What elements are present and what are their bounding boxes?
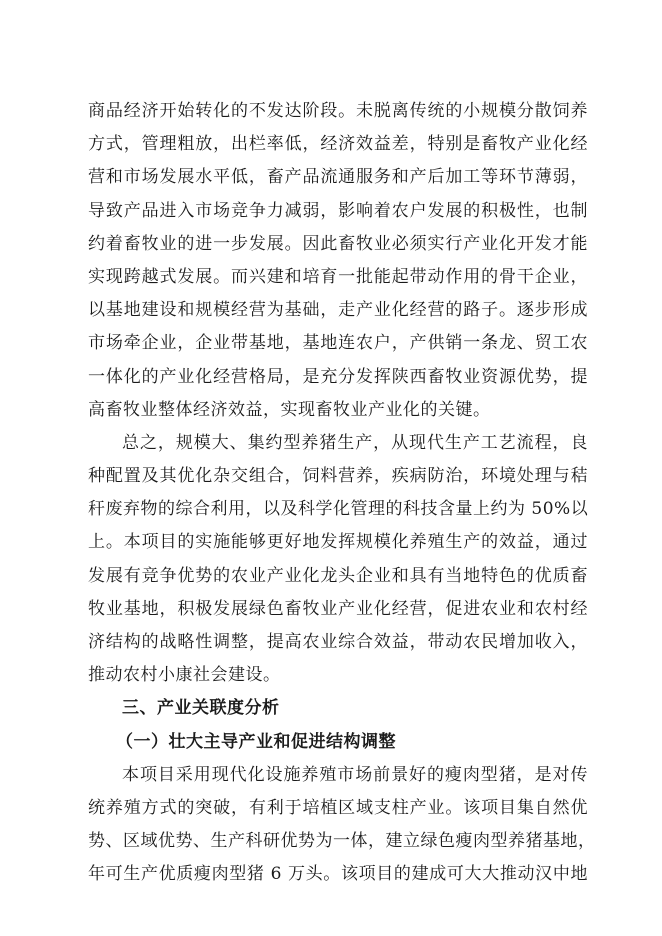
paragraph-3 xyxy=(88,759,596,892)
text-line: 统养殖方式的突破，有利于培植区域支柱产业。该项目集自然优 xyxy=(88,797,588,818)
text-line: 一体化的产业化经营格局，是充分发挥陕西畜牧业资源优势，提 xyxy=(88,366,588,387)
text-line: 导致产品进入市场竞争力减弱，影响着农户发展的积极性，也制 xyxy=(88,200,588,221)
text-line: 营和市场发展水平低，畜产品流通服务和产后加工等环节薄弱， xyxy=(88,167,588,188)
text-line: 种配置及其优化杂交组合，饲料营养，疾病防治，环境处理与秸 xyxy=(88,466,588,487)
text-line: 上。本项目的实施能够更好地发挥规模化养殖生产的效益，通过 xyxy=(88,532,588,553)
text-line: 高畜牧业整体经济效益，实现畜牧业产业化的关键。 xyxy=(88,399,491,420)
text-line: 以基地建设和规模经营为基础，走产业化经营的路子。逐步形成 xyxy=(88,300,588,321)
text-line: 商品经济开始转化的不发达阶段。未脱离传统的小规模分散饲养 xyxy=(88,101,588,121)
text-line: 推动农村小康社会建设。 xyxy=(88,665,281,686)
text-line: 约着畜牧业的进一步发展。因此畜牧业必须实行产业化开发才能 xyxy=(88,233,588,254)
text-line: 济结构的战略性调整，提高农业综合效益，带动农民增加收入， xyxy=(88,632,588,652)
text-line: 方式，管理粗放，出栏率低，经济效益差，特别是畜牧产业化经 xyxy=(88,134,588,155)
paragraph-1 xyxy=(88,95,588,427)
text-line: 年可生产优质瘦肉型猪 6 万头。该项目的建成可大大推动汉中地 xyxy=(88,864,588,885)
text-line: 发展有竞争优势的农业产业化龙头企业和具有当地特色的优质畜 xyxy=(88,565,588,586)
text-line: 总之，规模大、集约型养猪生产，从现代生产工艺流程，良 xyxy=(122,432,588,453)
subsection-heading: （一）壮大主导产业和促进结构调整 xyxy=(116,731,396,752)
text-line: 本项目采用现代化设施养殖市场前景好的瘦肉型猪，是对传 xyxy=(122,764,588,785)
text-line: 牧业基地，积极发展绿色畜牧业产业化经营，促进农业和农村经 xyxy=(88,598,588,619)
text-line: 实现跨越式发展。而兴建和培育一批能起带动作用的骨干企业， xyxy=(88,266,588,287)
text-line: 市场牵企业，企业带基地，基地连农户，产供销一条龙、贸工农 xyxy=(88,333,588,354)
document-body xyxy=(88,95,596,892)
section-heading: 三、产业关联度分析 xyxy=(122,698,280,719)
text-line: 秆废弃物的综合利用，以及科学化管理的科技含量上约为 50%以 xyxy=(88,499,589,520)
text-line: 势、区域优势、生产科研优势为一体，建立绿色瘦肉型养猪基地， xyxy=(88,831,596,852)
paragraph-2 xyxy=(88,427,588,693)
